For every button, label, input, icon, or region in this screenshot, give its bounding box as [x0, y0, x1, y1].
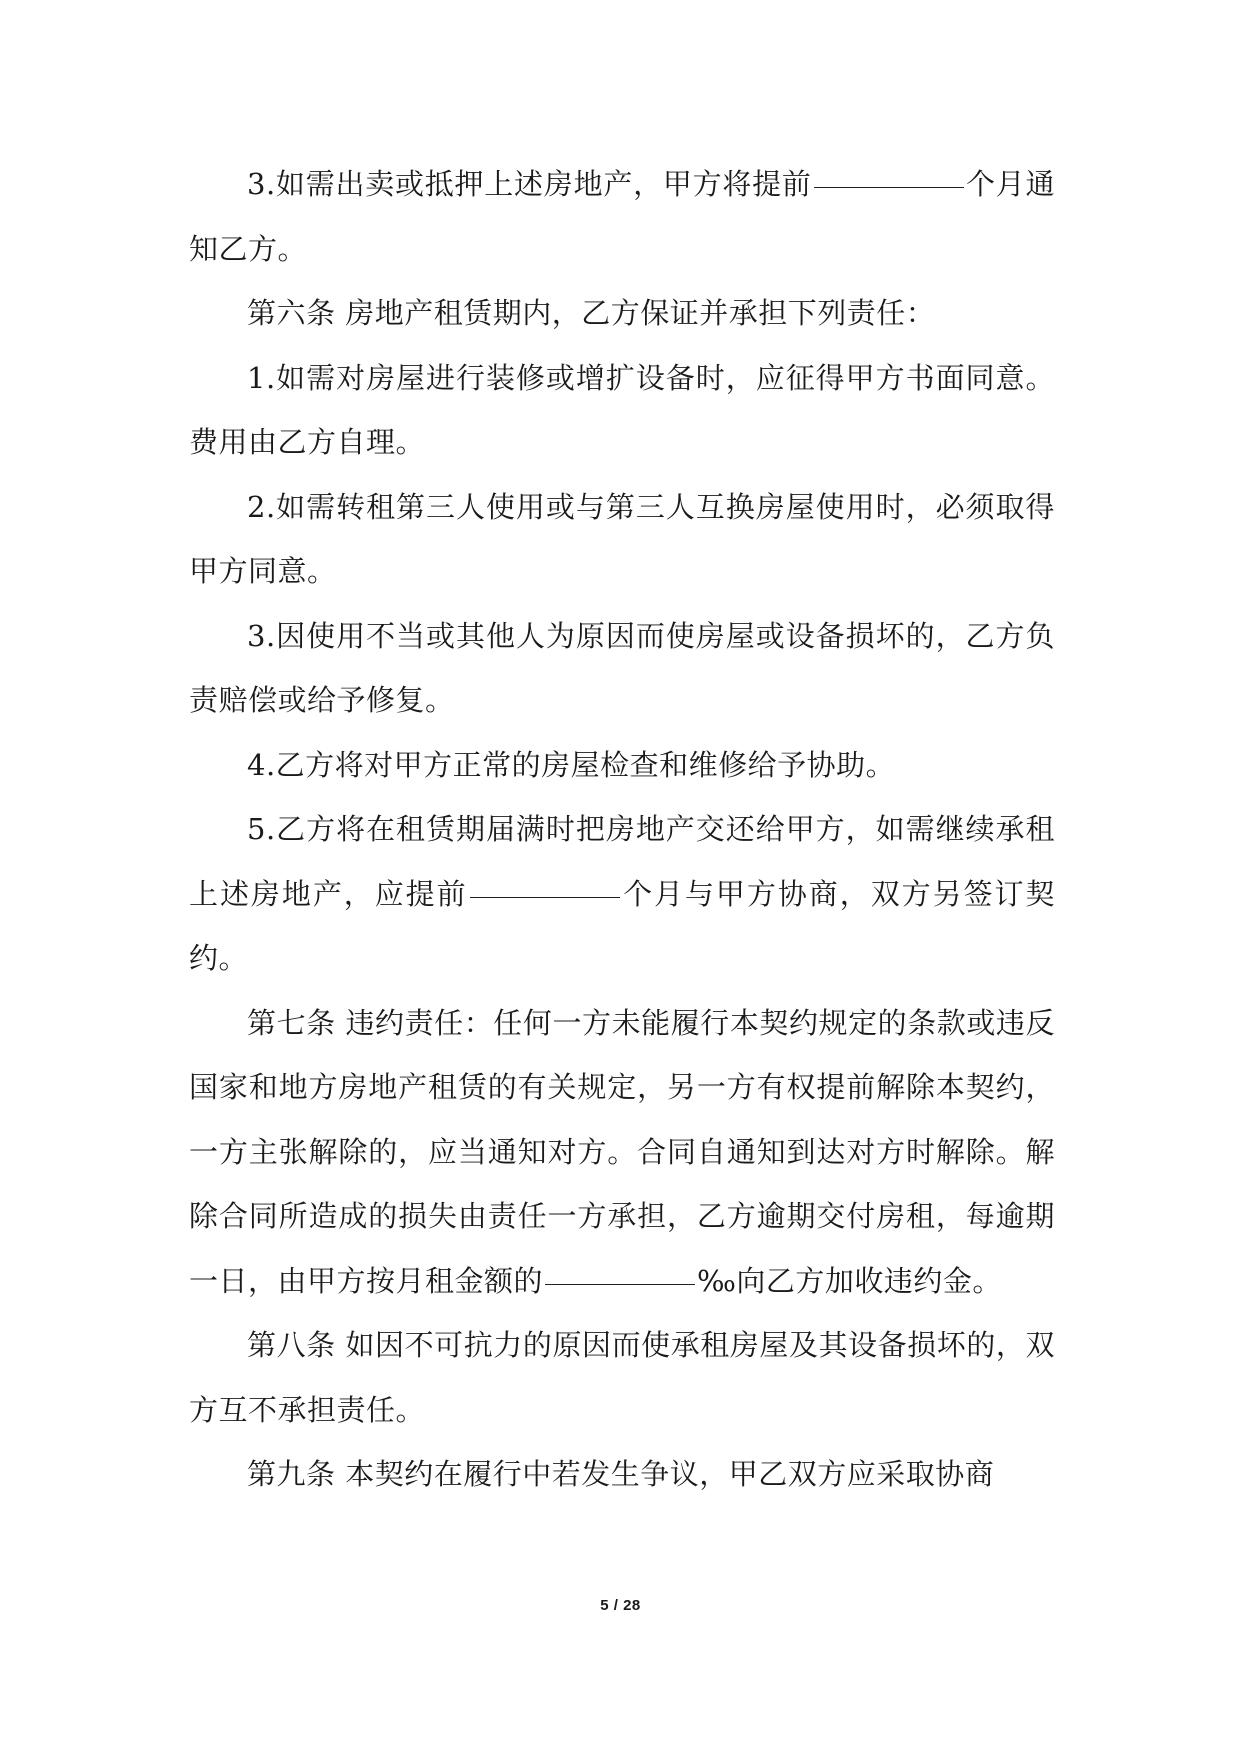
text-run: 第九条 本契约在履行中若发生争议，甲乙双方应采取协商 — [247, 1457, 995, 1491]
text-run: 2.如需转租第三人使用或与第三人互换房屋使用时，必须取得甲方同意。 — [189, 489, 1055, 588]
paragraph-article-6-heading — [189, 281, 1055, 346]
paragraph-article-6-item-1 — [189, 346, 1055, 475]
text-run: ‰向乙方加收违约金。 — [697, 1263, 1002, 1298]
text-run: 第六条 房地产租赁期内，乙方保证并承担下列责任： — [247, 296, 936, 330]
paragraph-article-8 — [189, 1313, 1055, 1442]
page-number: 5 / 28 — [600, 1597, 641, 1614]
paragraph-clause-5-item-3 — [189, 152, 1055, 281]
paragraph-article-6-item-4 — [189, 733, 1055, 798]
text-run: 3.如需出卖或抵押上述房地产，甲方将提前 — [247, 167, 812, 201]
paragraph-article-6-item-3 — [189, 604, 1055, 733]
text-run: 5.乙方将在租赁期届满时把房地产交还给甲方，如需继续承租上述房地产，应提前 — [189, 812, 1055, 911]
text-run: 第七条 违约责任：任何一方未能履行本契约规定的条款或违反国家和地方房地产租赁的有关规定，另一方有权提前解除本契约，一方主张解除的，应当通知对方。合同自通知到达对方时解除。解除合同所造成的损失由责任一方承担，乙方逾期交付房租，每逾期一日，由甲方按月租金额的 — [189, 1005, 1055, 1298]
fill-in-blank[interactable] — [545, 1284, 695, 1285]
text-run: 个月通知乙方。 — [189, 167, 1055, 266]
paragraph-article-7 — [189, 991, 1055, 1314]
document-body — [189, 152, 1055, 1507]
text-run: 3.因使用不当或其他人为原因而使房屋或设备损坏的，乙方负责赔偿或给予修复。 — [189, 618, 1055, 717]
fill-in-blank[interactable] — [814, 187, 964, 188]
text-run: 个月与甲方协商，双方另签订契约。 — [189, 876, 1055, 975]
text-run: 4.乙方将对甲方正常的房屋检查和维修给予协助。 — [247, 747, 896, 782]
paragraph-article-6-item-2 — [189, 475, 1055, 604]
text-run: 第八条 如因不可抗力的原因而使承租房屋及其设备损坏的，双方互不承担责任。 — [189, 1328, 1055, 1427]
text-run: 1.如需对房屋进行装修或增扩设备时，应征得甲方书面同意。费用由乙方自理。 — [189, 360, 1055, 459]
paragraph-article-9 — [189, 1442, 1055, 1507]
fill-in-blank[interactable] — [470, 897, 620, 898]
paragraph-article-6-item-5 — [189, 797, 1055, 991]
